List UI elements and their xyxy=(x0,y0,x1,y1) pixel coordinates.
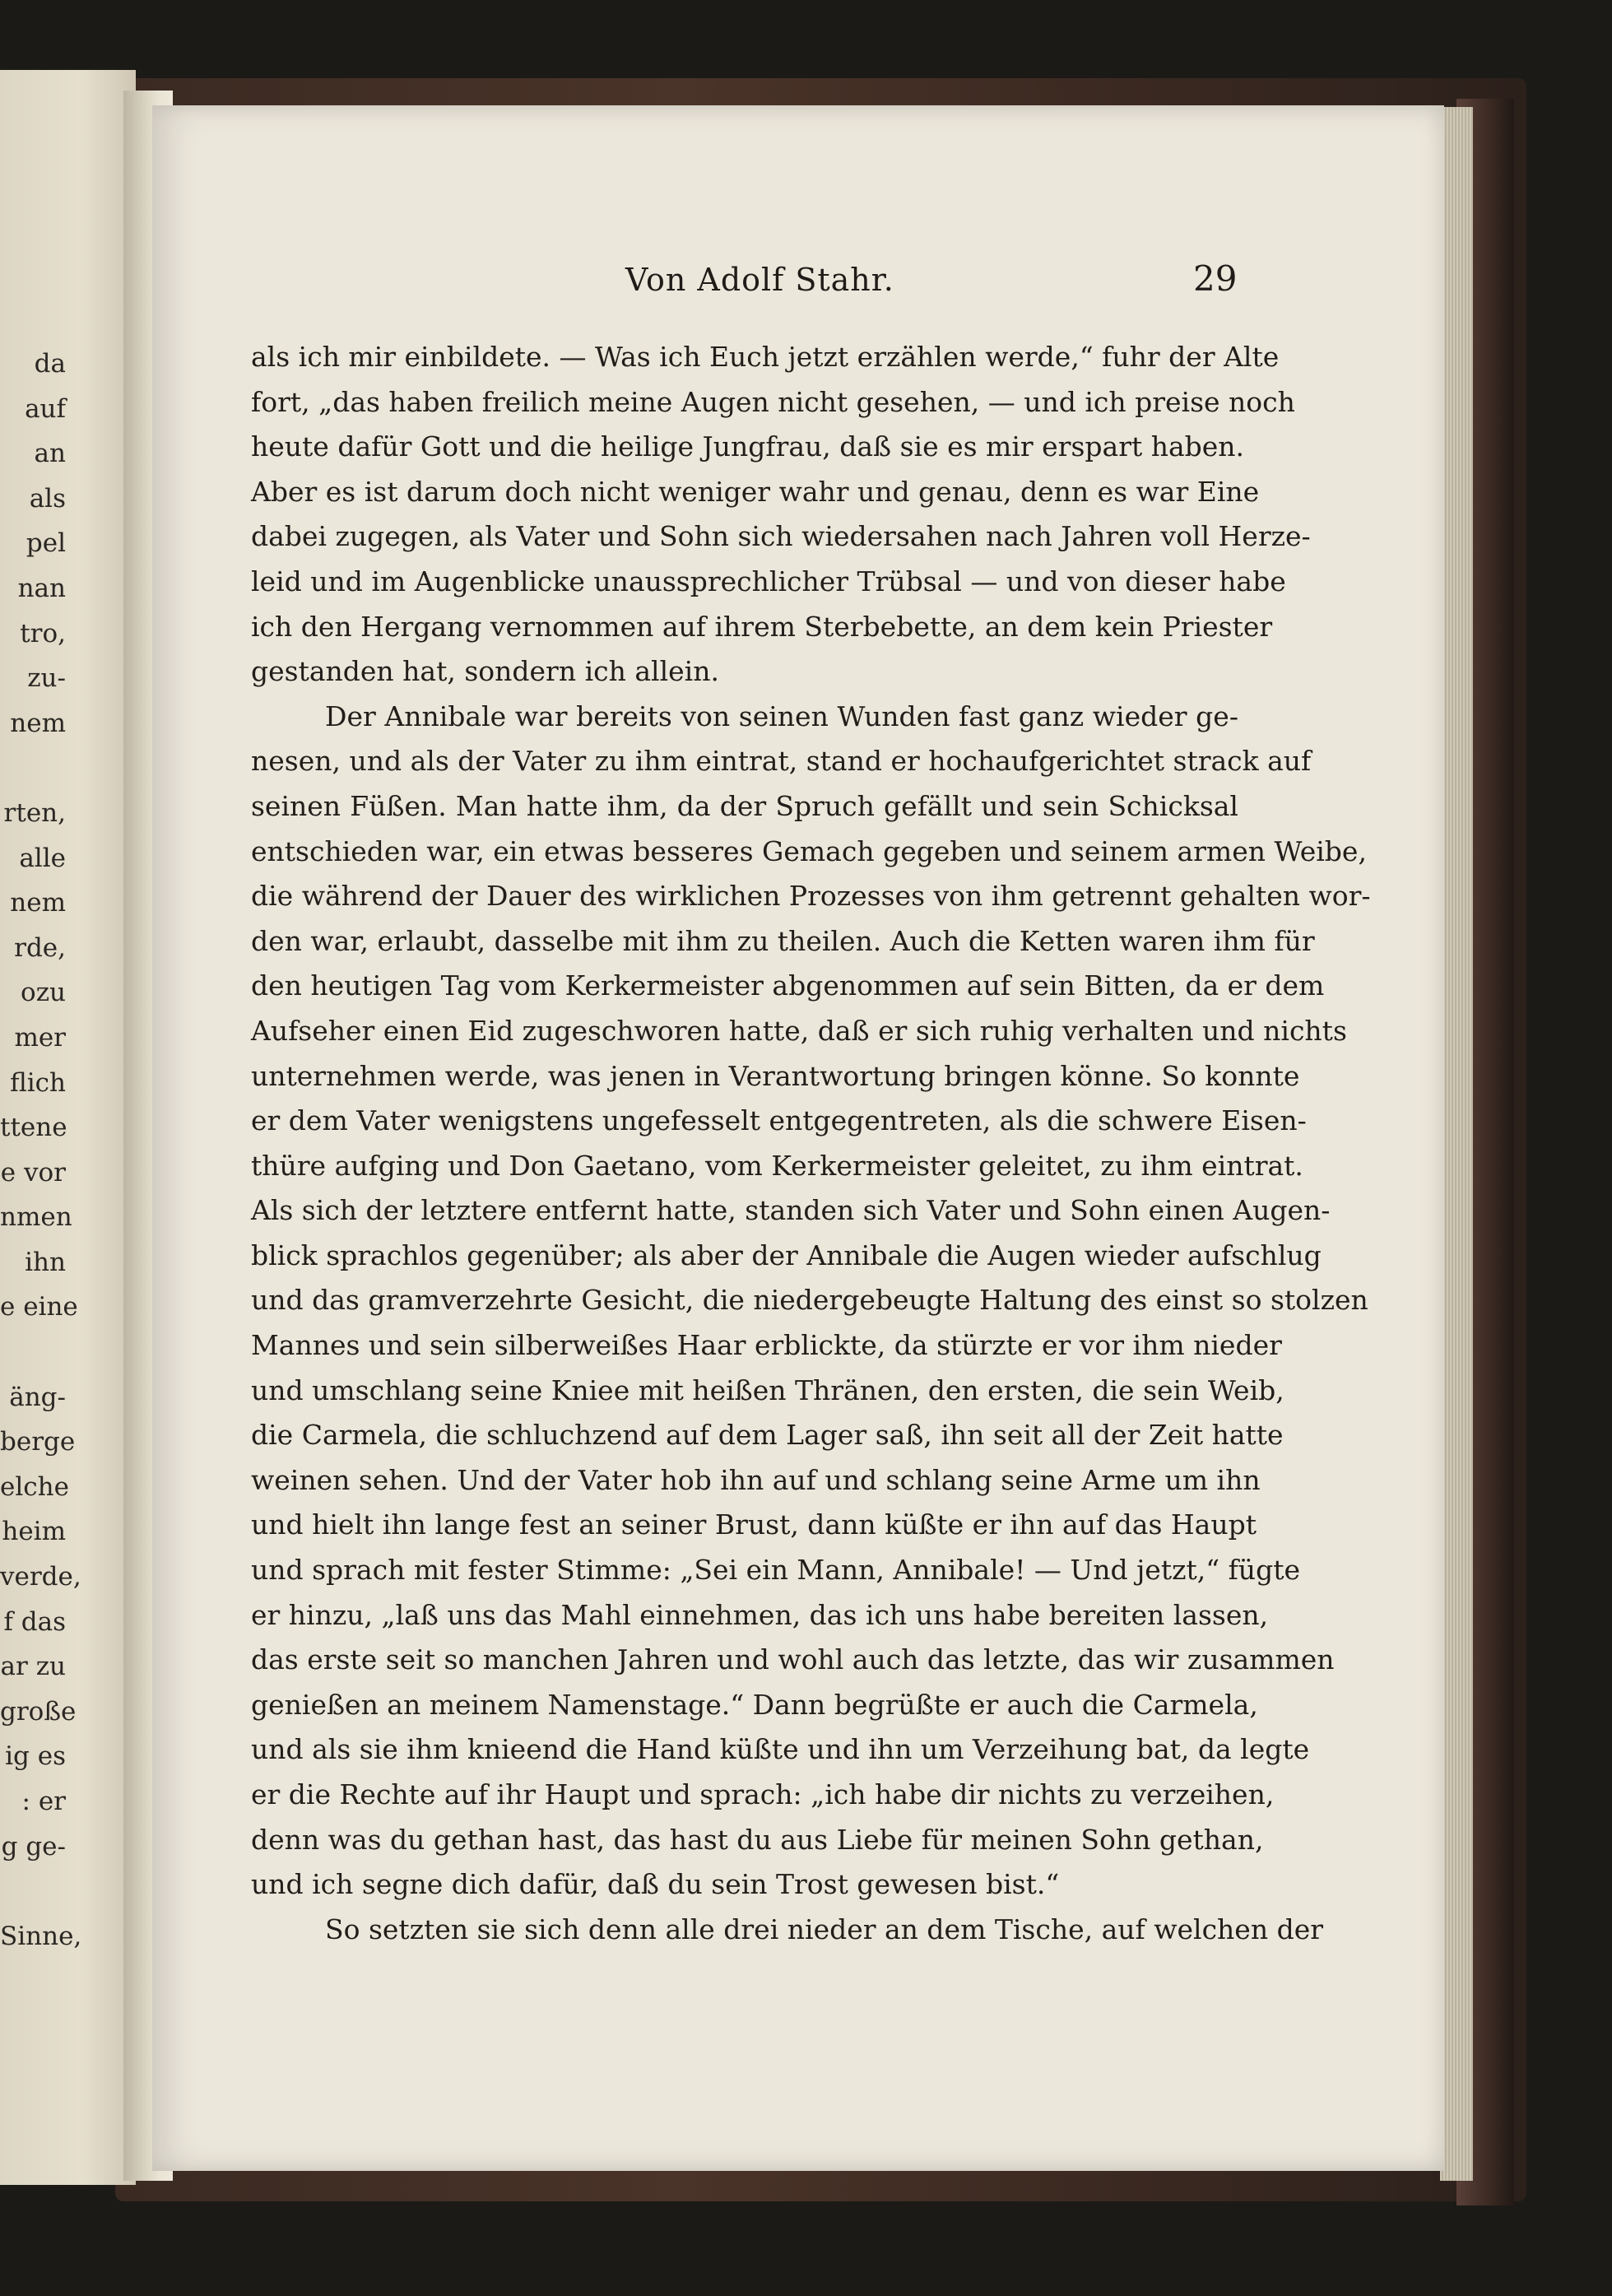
left-fragment: mer xyxy=(14,1022,66,1053)
text-line: und umschlang seine Kniee mit heißen Thränen, den ersten, die sein Weib, xyxy=(251,1373,1284,1406)
text-line: als ich mir einbildete. — Was ich Euch jetzt erzählen werde,“ fuhr der Alte xyxy=(251,341,1280,373)
left-fragment: e eine xyxy=(0,1292,78,1322)
running-title: Von Adolf Stahr. xyxy=(625,262,894,298)
left-fragment: als xyxy=(29,483,66,514)
left-fragment: tro, xyxy=(20,618,66,648)
left-fragment: nem xyxy=(10,708,66,738)
text-line: die während der Dauer des wirklichen Prozesses von ihm getrennt gehalten wor- xyxy=(251,880,1371,913)
text-line: blick sprachlos gegenüber; als aber der Annibale die Augen wieder aufschlug xyxy=(251,1239,1322,1271)
left-fragment: alle xyxy=(19,843,66,873)
text-line: So setzten sie sich denn alle drei nieder an dem Tische, auf welchen der xyxy=(325,1913,1324,1945)
left-fragment: zu- xyxy=(27,663,66,694)
text-line: und das gramverzehrte Gesicht, die niedergebeugte Haltung des einst so stolzen xyxy=(251,1284,1368,1317)
text-line: den heutigen Tag vom Kerkermeister abgenommen auf sein Bitten, da er dem xyxy=(251,969,1325,1002)
left-fragment: g ge- xyxy=(1,1831,66,1861)
text-line: er hinzu, „laß uns das Mahl einnehmen, das ich uns habe bereiten lassen, xyxy=(251,1598,1269,1631)
text-line: den war, erlaubt, dasselbe mit ihm zu theilen. Auch die Ketten waren ihm für xyxy=(251,924,1315,957)
left-fragment: an xyxy=(34,439,66,469)
text-line: und als sie ihm knieend die Hand küßte und ihn um Verzeihung bat, da legte xyxy=(251,1733,1310,1766)
left-fragment: nmen xyxy=(0,1202,72,1233)
text-line: unternehmen werde, was jenen in Verantwortung bringen könne. So konnte xyxy=(251,1059,1300,1092)
left-fragment: ozu xyxy=(21,978,66,1008)
left-fragment: f das xyxy=(3,1606,66,1637)
text-line: dabei zugegen, als Vater und Sohn sich wiedersahen nach Jahren voll Herze- xyxy=(251,520,1311,553)
left-fragment: e vor xyxy=(0,1157,66,1188)
text-line: heute dafür Gott und die heilige Jungfrau, daß sie es mir erspart haben. xyxy=(251,430,1245,463)
left-fragment: heim xyxy=(2,1517,66,1547)
text-line: und ich segne dich dafür, daß du sein Trost gewesen bist.“ xyxy=(251,1868,1060,1901)
text-line: und sprach mit fester Stimme: „Sei ein Mann, Annibale! — Und jetzt,“ fügte xyxy=(251,1554,1300,1587)
text-line: er die Rechte auf ihr Haupt und sprach: „ich habe dir nichts zu verzeihen, xyxy=(251,1778,1275,1810)
left-fragment: ihn xyxy=(25,1247,66,1277)
text-line: nesen, und als der Vater zu ihm eintrat, stand er hochaufgerichtet strack auf xyxy=(251,745,1312,778)
left-fragment: da xyxy=(34,349,66,379)
text-line: und hielt ihn lange fest an seiner Brust, dann küßte er ihn auf das Haupt xyxy=(251,1508,1257,1541)
left-page-text-fragments xyxy=(0,342,82,1959)
text-line: er dem Vater wenigstens ungefesselt entgegentreten, als die schwere Eisen- xyxy=(251,1104,1307,1137)
left-fragment: nan xyxy=(17,573,66,603)
page-edges xyxy=(1440,107,1473,2181)
left-fragment: Sinne, xyxy=(0,1921,82,1951)
text-line: gestanden hat, sondern ich allein. xyxy=(251,655,719,688)
text-line: fort, „das haben freilich meine Augen nicht gesehen, — und ich preise noch xyxy=(251,385,1295,418)
left-fragment: ar zu xyxy=(0,1652,66,1682)
text-line: das erste seit so manchen Jahren und wohl auch das letzte, das wir zusammen xyxy=(251,1643,1335,1676)
left-fragment: flich xyxy=(10,1067,66,1098)
left-fragment: pel xyxy=(26,528,66,559)
left-fragment: : er xyxy=(21,1787,66,1816)
text-line: ich den Hergang vernommen auf ihrem Sterbebette, an dem kein Priester xyxy=(251,610,1273,643)
text-line: weinen sehen. Und der Vater hob ihn auf und schlang seine Arme um ihn xyxy=(251,1463,1261,1496)
left-fragment: ttene xyxy=(0,1113,67,1143)
page-number: 29 xyxy=(1193,258,1238,299)
text-line: Mannes und sein silberweißes Haar erblickte, da stürzte er vor ihm nieder xyxy=(251,1329,1282,1362)
text-line: genießen an meinem Namenstage.“ Dann begrüßte er auch die Carmela, xyxy=(251,1688,1258,1721)
text-line: Aber es ist darum doch nicht weniger wahr und genau, denn es war Eine xyxy=(251,475,1260,508)
left-fragment: rde, xyxy=(14,932,66,963)
text-line: die Carmela, die schluchzend auf dem Lager saß, ihn seit all der Zeit hatte xyxy=(251,1419,1284,1452)
text-line: seinen Füßen. Man hatte ihm, da der Spruch gefällt und sein Schicksal xyxy=(251,789,1238,822)
left-fragment: große xyxy=(0,1696,77,1727)
left-fragment: elche xyxy=(0,1471,69,1502)
text-line: Als sich der letztere entfernt hatte, standen sich Vater und Sohn einen Augen- xyxy=(251,1194,1331,1227)
text-line: thüre aufging und Don Gaetano, vom Kerkermeister geleitet, zu ihm eintrat. xyxy=(251,1149,1303,1182)
text-line: leid und im Augenblicke unaussprechlicher Trübsal — und von dieser habe xyxy=(251,565,1286,597)
text-line: Der Annibale war bereits von seinen Wunden fast ganz wieder ge- xyxy=(325,699,1238,732)
left-fragment: äng- xyxy=(9,1382,66,1412)
left-fragment: rten, xyxy=(3,797,66,828)
left-fragment: berge xyxy=(0,1427,76,1457)
left-fragment: ig es xyxy=(5,1741,66,1772)
body-text xyxy=(251,335,1371,1952)
text-line: entschieden war, ein etwas besseres Gemach gegeben und seinem armen Weibe, xyxy=(251,834,1367,867)
left-fragment: nem xyxy=(10,888,66,918)
left-fragment: verde, xyxy=(0,1562,81,1592)
text-line: Aufseher einen Eid zugeschworen hatte, daß er sich ruhig verhalten und nichts xyxy=(251,1014,1347,1047)
left-fragment: auf xyxy=(25,393,66,424)
text-line: denn was du gethan hast, das hast du aus Liebe für meinen Sohn gethan, xyxy=(251,1823,1264,1856)
